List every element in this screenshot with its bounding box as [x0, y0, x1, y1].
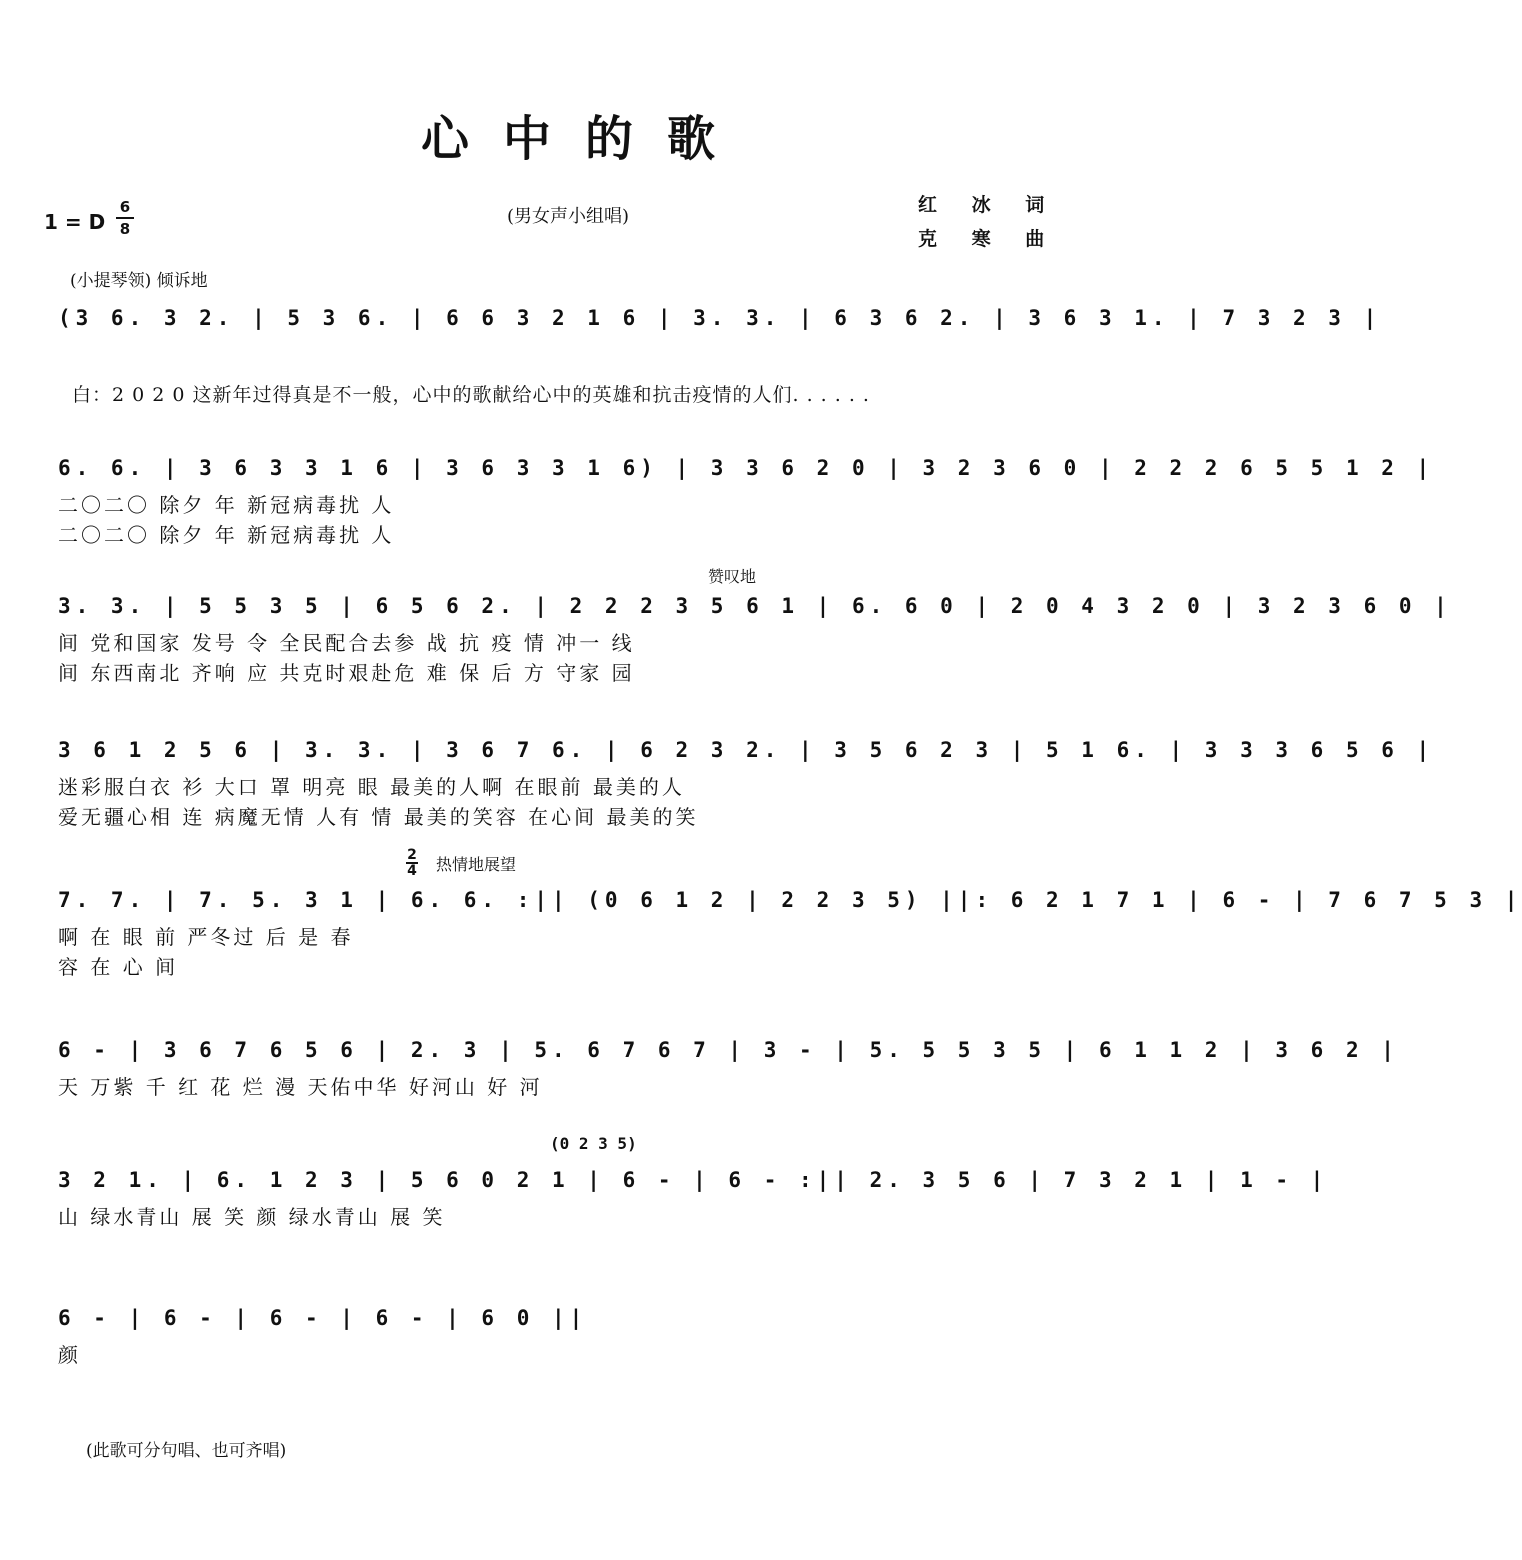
lyric-verse-2: 爱无疆心相 连 病魔无情 人有 情 最美的笑容 在心间 最美的笑: [58, 805, 699, 829]
score-system-7: [58, 1168, 1329, 1232]
lyric-verse-1: 间 党和国家 发号 令 全民配合去参 战 抗 疫 情 冲一 线: [58, 631, 635, 655]
lyric-verse-1: 山 绿水青山 展 笑 颜 绿水青山 展 笑: [58, 1205, 446, 1229]
notation-line: 3 6 1 2 5 6 | 3. 3. | 3 6 7 6. | 6 2 3 2. | 3 5 6 2 3 | 5 1 6. | 3 3 3 6 5 6 |: [58, 738, 1435, 762]
notation-line: 3. 3. | 5 5 3 5 | 6 5 6 2. | 2 2 2 3 5 6 1 | 6. 6 0 | 2 0 4 3 2 0 | 3 2 3 6 0 |: [58, 594, 1452, 618]
lyric-verse-2: 间 东西南北 齐响 应 共克时艰赴危 难 保 后 方 守家 园: [58, 661, 635, 685]
intro-instruction: (小提琴领) 倾诉地: [70, 271, 208, 291]
score-system-6: [58, 1038, 1399, 1102]
lyricist-credit: 红 冰 词: [918, 194, 1059, 216]
performance-footnote: (此歌可分句唱、也可齐唱): [86, 1441, 287, 1461]
score-system-2: [58, 456, 1435, 550]
tempo-time-signature: [406, 848, 418, 878]
expression-mark: 赞叹地: [708, 567, 757, 586]
lyric-verse-1: 迷彩服白衣 衫 大口 罩 明亮 眼 最美的人啊 在眼前 最美的人: [58, 775, 685, 799]
score-system-8: [58, 1306, 1018, 1370]
notation-line: 3 2 1. | 6. 1 2 3 | 5 6 0 2 1 | 6 - | 6 - :|| 2. 3 5 6 | 7 3 2 1 | 1 - |: [58, 1168, 1329, 1192]
key-signature: 1 = D: [44, 210, 106, 234]
score-system-1: [58, 306, 1382, 340]
tempo-time-numerator: 2: [407, 847, 417, 863]
lyric-verse-2: 二〇二〇 除夕 年 新冠病毒扰 人: [58, 523, 395, 547]
lyric-verse-1: 啊 在 眼 前 严冬过 后 是 春: [58, 925, 354, 949]
time-signature-denominator: 8: [119, 220, 131, 238]
lyric-verse-2: 容 在 心 间: [58, 955, 179, 979]
ossia-notes: (0 2 3 5): [550, 1134, 637, 1153]
expression-mark: 热情地展望: [436, 855, 517, 874]
tempo-time-denominator: 4: [407, 863, 417, 879]
notation-line: 6 - | 3 6 7 6 5 6 | 2. 3 | 5. 6 7 6 7 | 3 - | 5. 5 5 3 5 | 6 1 1 2 | 3 6 2 |: [58, 1038, 1399, 1062]
spoken-recitation: 白：2 0 2 0 这新年过得真是不一般，心中的歌献给心中的英雄和抗击疫情的人们. . . . . .: [72, 384, 870, 406]
lyric-verse-1: 颜: [58, 1343, 81, 1367]
lyric-verse-1: 二〇二〇 除夕 年 新冠病毒扰 人: [58, 493, 395, 517]
time-signature-numerator: 6: [119, 198, 131, 216]
score-system-5: [58, 888, 1522, 982]
composer-credit: 克 寒 曲: [918, 228, 1059, 250]
notation-line: 6 - | 6 - | 6 - | 6 - | 6 0 ||: [58, 1306, 588, 1330]
voicing-note: (男女声小组唱): [507, 206, 630, 227]
score-system-4: [58, 738, 1435, 832]
notation-line: (3 6. 3 2. | 5 3 6. | 6 6 3 2 1 6 | 3. 3. | 6 3 6 2. | 3 6 3 1. | 7 3 2 3 |: [58, 306, 1382, 330]
time-signature-bar: [116, 217, 134, 219]
time-signature: [116, 198, 134, 238]
lyric-verse-1: 天 万紫 千 红 花 烂 漫 天佑中华 好河山 好 河: [58, 1075, 543, 1099]
score-system-3: [58, 594, 1452, 688]
song-title: 心中的歌: [420, 111, 749, 167]
notation-line: 7. 7. | 7. 5. 3 1 | 6. 6. :|| (0 6 1 2 | 2 2 3 5) ||: 6 2 1 7 1 | 6 - | 7 6 7 5 3 |: [58, 888, 1522, 912]
notation-line: 6. 6. | 3 6 3 3 1 6 | 3 6 3 3 1 6) | 3 3 6 2 0 | 3 2 3 6 0 | 2 2 2 6 5 5 1 2 |: [58, 456, 1435, 480]
